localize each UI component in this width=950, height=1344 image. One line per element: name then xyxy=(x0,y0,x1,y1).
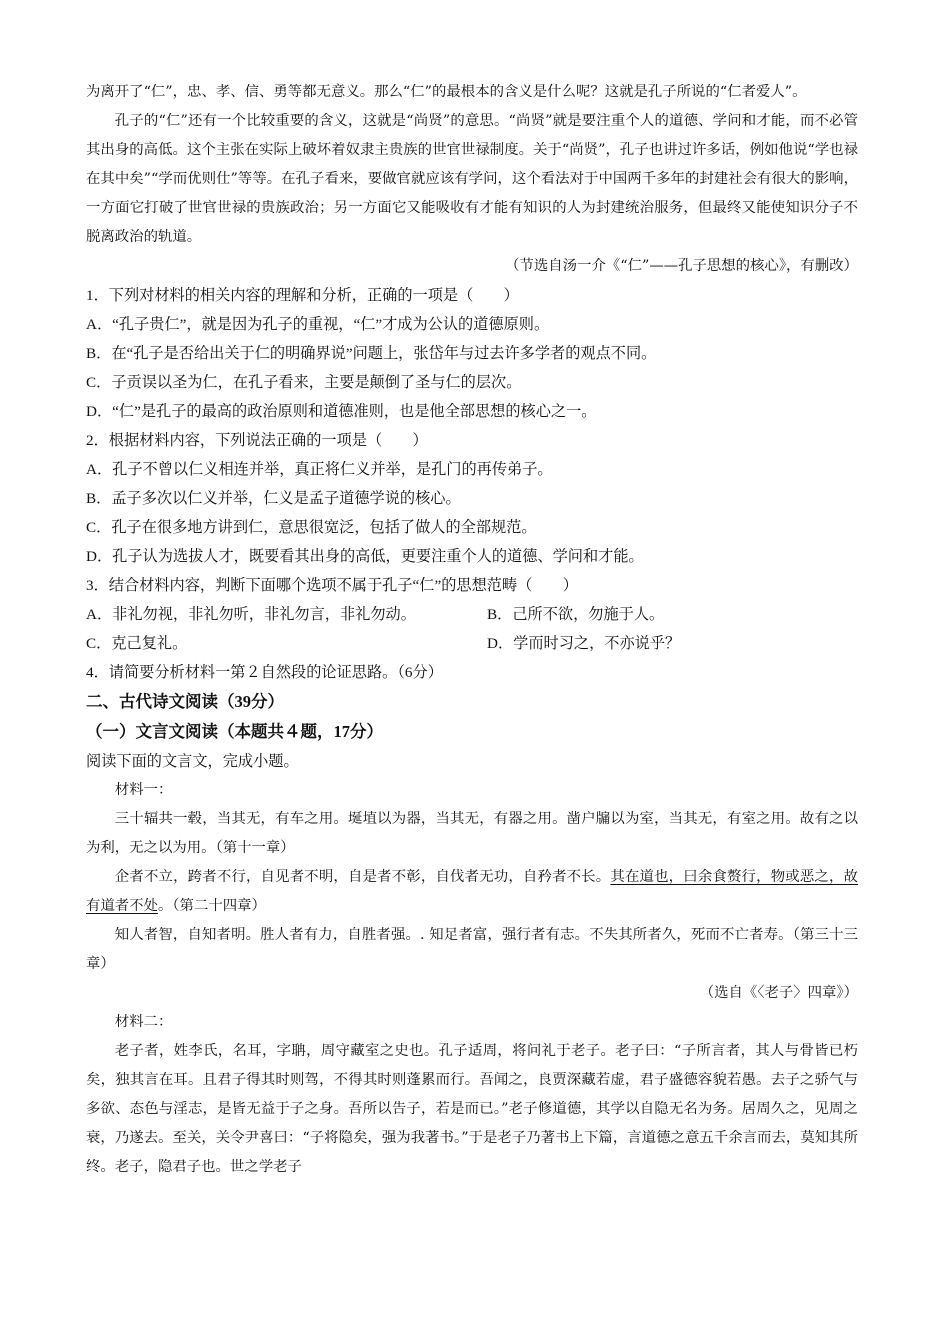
question-3-options-row xyxy=(86,629,858,658)
material-1-text: 。（第二十四章） xyxy=(157,898,266,914)
question-3-option-d: D．学而时习之，不亦说乎？ xyxy=(487,635,681,652)
question-3-option-a: A．非礼勿视，非礼勿听，非礼勿言，非礼勿动。 xyxy=(86,606,416,623)
instruction-text: 阅读下面的文言文，完成小题。 xyxy=(86,753,299,770)
subsection-title: （一）文言文阅读（本题共４题，17分） xyxy=(86,722,383,741)
material-1-paragraph xyxy=(86,863,858,921)
material-1-paragraph: 知人者智，自知者明。胜人者有力，自胜者强。. 知足者富，强行者有志。不失其所者久，死而不亡者寿。（第三十三章） xyxy=(86,927,858,972)
question-2-option-a: A．孔子不曾以仁义相连并举，真正将仁义并举，是孔门的再传弟子。 xyxy=(86,461,553,478)
exam-page xyxy=(86,78,858,1182)
question-1-option-c: C．子贡误以圣为仁，在孔子看来，主要是颠倒了圣与仁的层次。 xyxy=(86,374,522,391)
question-2-option-c: C．孔子在很多地方讲到仁，意思很宽泛，包括了做人的全部规范。 xyxy=(86,519,537,536)
question-2-stem: 2．根据材料内容，下列说法正确的一项是（ ） xyxy=(86,432,428,449)
material-2-label: 材料二： xyxy=(114,1014,173,1030)
passage-source: （节选自汤一介《“仁”——孔子思想的核心》，有删改） xyxy=(505,258,858,274)
question-3-option-b: B．己所不欲，勿施于人。 xyxy=(487,606,665,623)
question-2-option-d: D．孔子认为选拔人才，既要看其出身的高低，更要注重个人的道德、学问和才能。 xyxy=(86,548,644,565)
section-title: 二、古代诗文阅读（39分） xyxy=(86,692,284,711)
passage-paragraph: 孔子的“仁”还有一个比较重要的含义，这就是“尚贤”的意思。“尚贤”就是要注重个人的道德、学问和才能，而不必管其出身的高低。这个主张在实际上破坏着奴隶主贵族的世官世禄制度。关于“尚贤”，孔子也讲过许多话，例如他说“学也禄在其中矣”“学而优则仕”等等。在孔子看来，要做官就应该有学问，这个看法对于中国两千多年的封建社会有很大的影响，一方面它打破了世官世禄的贵族政治；另一方面它又能吸收有才能有知识的人为封建统治服务，但最终又能使知识分子不脱离政治的轨道。 xyxy=(86,113,858,245)
question-1-option-b: B．在“孔子是否给出关于仁的明确界说”问题上，张岱年与过去许多学者的观点不同。 xyxy=(86,345,657,362)
question-3-options-row xyxy=(86,600,858,629)
material-2-paragraph: 老子者，姓李氏，名耳，字聃，周守藏室之史也。孔子适周，将问礼于老子。老子曰：“子所言者，其人与骨皆已朽矣，独其言在耳。且君子得其时则驾，不得其时则蓬累而行。吾闻之，良贾深藏若虚，君子盛德容貌若愚。去子之骄气与多欲、态色与淫志，是皆无益于子之身。吾所以告子，若是而已。”老子修道德，其学以自隐无名为务。居周久之，见周之衰，乃遂去。至关，关令尹喜曰：“子将隐矣，强为我著书。”于是老子乃著书上下篇，言道德之意五千余言而去，莫知其所终。老子，隐君子也。世之学老子 xyxy=(86,1043,858,1175)
material-1-paragraph: 三十辐共一毂，当其无，有车之用。埏埴以为器，当其无，有器之用。凿户牖以为室，当其无，有室之用。故有之以为利，无之以为用。（第十一章） xyxy=(86,811,858,856)
material-1-source: （选自《〈老子〉四章》） xyxy=(699,985,858,1001)
question-2-option-b: B．孟子多次以仁义并举，仁义是孟子道德学说的核心。 xyxy=(86,490,461,507)
question-1-option-a: A．“孔子贵仁”，就是因为孔子的重视，“仁”才成为公认的道德原则。 xyxy=(86,316,550,333)
material-1-label: 材料一： xyxy=(114,782,173,798)
question-1-option-d: D．“仁”是孔子的最高的政治原则和道德准则，也是他全部思想的核心之一。 xyxy=(86,403,597,420)
material-1-text: 企者不立，跨者不行，自见者不明，自是者不彰，自伐者无功，自矜者不长。 xyxy=(114,869,611,885)
underlined-sentence: 其在道也，曰余食赘行，物或恶之，故有道者不处 xyxy=(86,869,858,914)
question-4-stem: 4．请简要分析材料一第２自然段的论证思路。（6分） xyxy=(86,664,443,681)
question-1-stem: 1．下列对材料的相关内容的理解和分析，正确的一项是（ ） xyxy=(86,287,519,304)
question-3-option-c: C．克己复礼。 xyxy=(86,635,188,652)
question-3-stem: 3．结合材料内容，判断下面哪个选项不属于孔子“仁”的思想范畴（ ） xyxy=(86,577,578,594)
passage-paragraph: 为离开了“仁”，忠、孝、信、勇等都无意义。那么“仁”的最根本的含义是什么呢？这就是孔子所说的“仁者爱人”。 xyxy=(86,84,807,100)
